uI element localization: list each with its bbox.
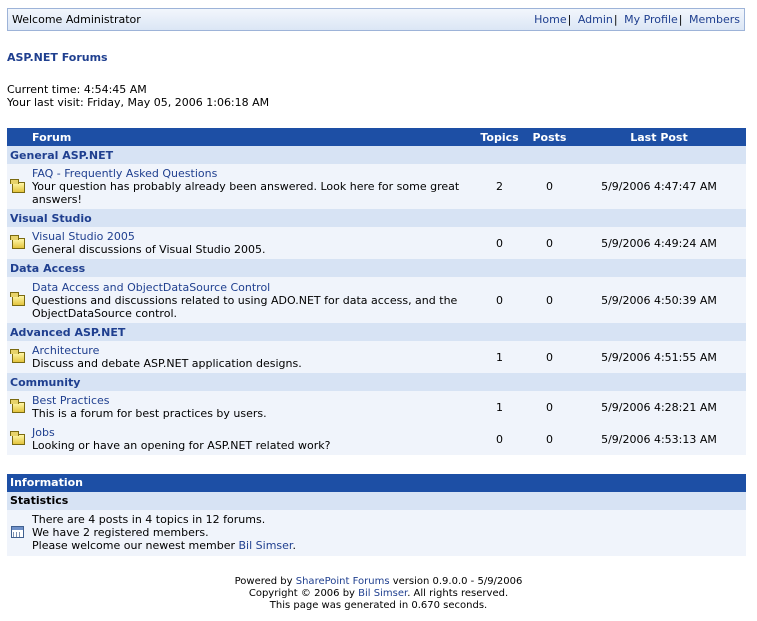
forum-row (7, 277, 746, 323)
stats-newest-line (32, 539, 296, 552)
forum-row (7, 341, 746, 373)
last-post-time: 5/9/2006 4:47:47 AM (572, 164, 746, 209)
forum-link[interactable]: Architecture (32, 344, 100, 357)
newest-member-link[interactable]: Bil Simser (238, 539, 293, 552)
posts-count: 0 (527, 391, 572, 423)
page-title: ASP.NET Forums (7, 51, 108, 64)
information-panel (7, 474, 746, 556)
forum-column-header: Forum (7, 128, 472, 146)
posts-count: 0 (527, 341, 572, 373)
topics-count: 0 (472, 227, 527, 259)
last-visit: Your last visit: Friday, May 05, 2006 1:06:18 AM (7, 96, 270, 109)
top-nav (534, 13, 740, 26)
newest-member-text: Please welcome our newest member (32, 539, 239, 552)
topics-count: 2 (472, 164, 527, 209)
powered-by-line (0, 576, 757, 588)
information-header: Information (7, 474, 746, 492)
author-link[interactable]: Bil Simser (358, 588, 408, 599)
category-row (7, 209, 746, 227)
topics-count: 0 (472, 277, 527, 323)
category-link[interactable]: General ASP.NET (10, 148, 114, 162)
forum-description: This is a forum for best practices by users. (32, 407, 267, 420)
forum-description: Looking or have an opening for ASP.NET related work? (32, 439, 331, 452)
forum-description: General discussions of Visual Studio 2005. (32, 243, 266, 256)
folder-icon (12, 352, 25, 363)
last-post-column-header: Last Post (572, 128, 746, 146)
forum-link[interactable]: Best Practices (32, 394, 110, 407)
sharepoint-forums-link[interactable]: SharePoint Forums (295, 576, 390, 587)
table-header-row (7, 128, 746, 146)
posts-count: 0 (527, 227, 572, 259)
category-link[interactable]: Data Access (10, 261, 86, 275)
category-row (7, 323, 746, 341)
stats-members-line: We have 2 registered members. (32, 526, 209, 539)
category-row (7, 373, 746, 391)
topics-count: 0 (472, 423, 527, 455)
forum-description: Your question has probably already been answered. Look here for some great answers! (32, 180, 460, 206)
calendar-icon (11, 526, 24, 538)
folder-icon (12, 182, 25, 193)
last-post-time: 5/9/2006 4:51:55 AM (572, 341, 746, 373)
last-post-time: 5/9/2006 4:28:21 AM (572, 391, 746, 423)
category-row (7, 146, 746, 164)
nav-members-link[interactable]: Members (689, 13, 740, 26)
last-post-time: 5/9/2006 4:49:24 AM (572, 227, 746, 259)
forum-row (7, 227, 746, 259)
forum-row (7, 391, 746, 423)
copyright-line (0, 588, 757, 600)
folder-icon (12, 238, 25, 249)
statistics-header: Statistics (7, 492, 746, 510)
topics-column-header: Topics (472, 128, 527, 146)
topics-count: 1 (472, 341, 527, 373)
nav-separator: | (567, 13, 572, 26)
time-info (7, 83, 269, 109)
posts-column-header: Posts (527, 128, 572, 146)
nav-separator: | (613, 13, 618, 26)
folder-icon (12, 434, 25, 445)
forum-row (7, 423, 746, 455)
forum-link[interactable]: Data Access and ObjectDataSource Control (32, 280, 271, 294)
statistics-body (7, 510, 746, 556)
welcome-text: Welcome Administrator (12, 13, 141, 26)
last-post-time: 5/9/2006 4:53:13 AM (572, 423, 746, 455)
forum-link[interactable]: FAQ - Frequently Asked Questions (32, 167, 218, 180)
nav-my-profile-link[interactable]: My Profile (624, 13, 678, 26)
posts-count: 0 (527, 277, 572, 323)
nav-separator: | (678, 13, 683, 26)
folder-icon (12, 295, 25, 306)
version-text: version 0.9.0.0 - 5/9/2006 (389, 576, 523, 587)
posts-count: 0 (527, 164, 572, 209)
folder-icon (12, 402, 25, 413)
category-row (7, 259, 746, 277)
current-time: Current time: 4:54:45 AM (7, 83, 147, 96)
footer (0, 576, 757, 612)
rights-text: . All rights reserved. (407, 588, 509, 599)
forum-description: Discuss and debate ASP.NET application designs. (32, 357, 302, 370)
generated-time-line: This page was generated in 0.670 seconds. (269, 600, 488, 611)
forum-link[interactable]: Visual Studio 2005 (32, 230, 135, 243)
forum-description: Questions and discussions related to using ADO.NET for data access, and the ObjectDataSource control. (32, 293, 458, 320)
nav-admin-link[interactable]: Admin (577, 13, 613, 26)
powered-by-text: Powered by (234, 576, 296, 587)
category-link[interactable]: Advanced ASP.NET (10, 325, 126, 339)
category-link[interactable]: Visual Studio (10, 211, 92, 225)
forums-table (7, 128, 746, 455)
last-post-time: 5/9/2006 4:50:39 AM (572, 277, 746, 323)
topics-count: 1 (472, 391, 527, 423)
category-link[interactable]: Community (10, 375, 81, 389)
forum-row (7, 164, 746, 209)
newest-member-suffix: . (292, 539, 296, 552)
forum-link[interactable]: Jobs (32, 426, 55, 439)
stats-posts-line: There are 4 posts in 4 topics in 12 forums. (32, 513, 266, 526)
top-bar (7, 8, 745, 31)
copyright-text: Copyright © 2006 by (248, 588, 359, 599)
nav-home-link[interactable]: Home (534, 13, 567, 26)
posts-count: 0 (527, 423, 572, 455)
